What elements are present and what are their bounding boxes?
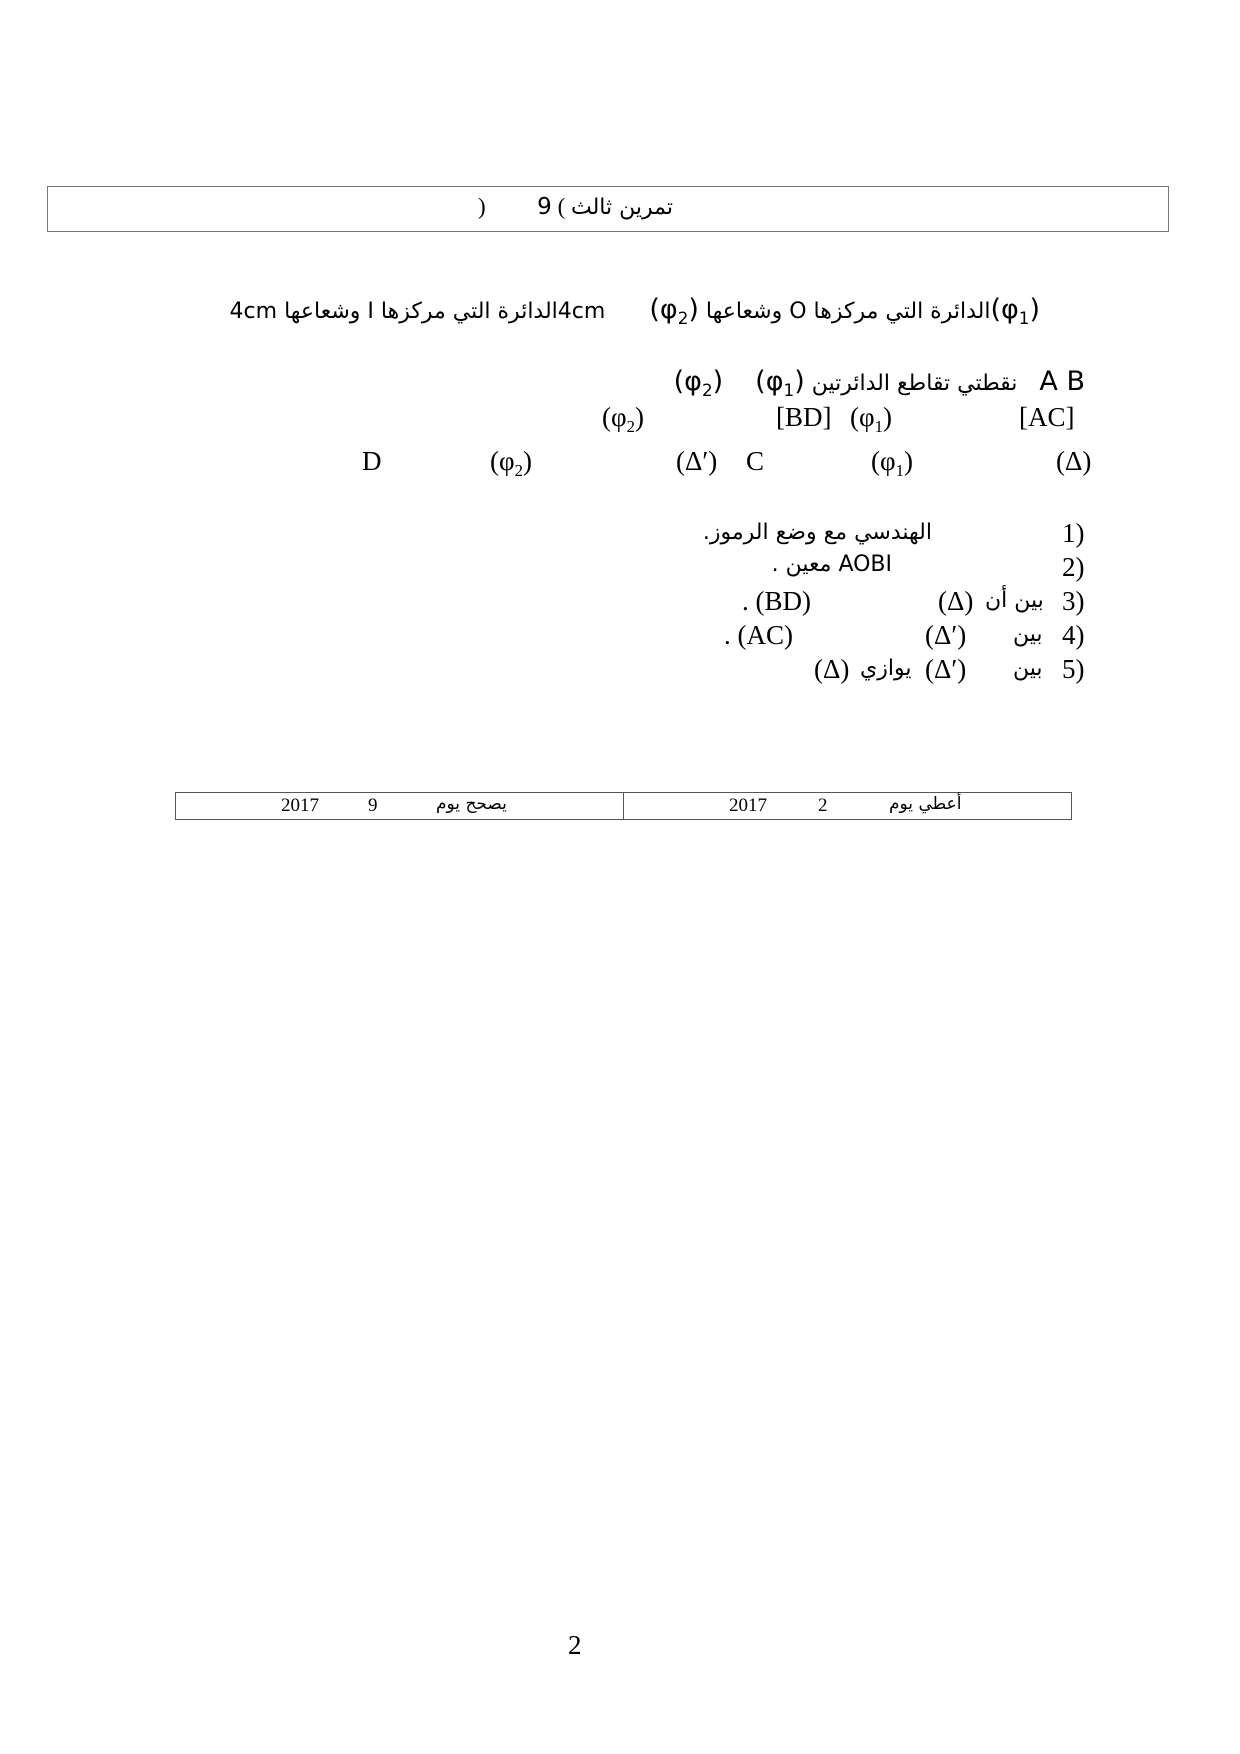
phi1-symbol: $(\varphi_1)$ [850,402,892,436]
question-number: 1) [1062,518,1085,548]
point-c: C [746,446,765,476]
page-number: 2 [568,1630,582,1660]
corrected-year: 2017 [281,795,319,816]
delta-symbol: (Δ) [814,654,850,684]
circle1-definition: الدائرة التي مركزها O وشعاعها 4cm [557,299,991,324]
corrected-date-cell [176,793,623,819]
statement-line-1 [674,366,1085,400]
circle2-definition: الدائرة التي مركزها I وشعاعها 4cm [229,299,558,324]
question-number: 2) [1062,552,1085,582]
question-text: يوازي [860,656,912,681]
title-number: 9 [537,194,552,220]
delta-prime-symbol: (Δ′) [925,654,967,684]
corrected-label: يصحح يوم [436,794,507,814]
title-label: تمرين ثالث [570,195,673,220]
points-a-b: A B [1039,366,1085,397]
title-paren-close: ) [478,194,486,219]
segment-ac: [AC] [1019,402,1075,432]
question-text: AOBI معين . [771,552,892,577]
delta-symbol: (Δ) [1056,446,1092,476]
intersection-text: نقطتي تقاطع الدائرتين [811,371,1018,396]
phi2-symbol: $(\varphi_2)$ [602,402,644,436]
question-text: الهندسي مع وضع الرموز. [702,520,932,545]
question-number: 3) [1062,586,1085,616]
given-day: 2 [818,795,828,816]
phi1-symbol: $(\varphi_1)$ [755,366,805,400]
phi1-symbol: $(\varphi_1)$ [990,294,1040,328]
given-date-cell [623,793,1071,819]
point-d: D [362,446,382,476]
delta-symbol: (Δ) [938,586,974,616]
phi2-symbol: $(\varphi_2)$ [673,366,724,400]
line-bd: . (BD) [742,586,811,616]
question-text: بين [1013,622,1043,647]
corrected-day: 9 [368,795,378,816]
line-ac: . (AC) [724,620,793,650]
given-label: أعطي يوم [889,794,962,814]
question-text: بين [1013,656,1043,681]
phi2-symbol: $(\varphi_2)$ [490,446,532,480]
question-number: 4) [1062,620,1085,650]
title-paren-open: ( [557,194,566,219]
exercise-title [478,194,673,220]
intro-line [230,294,1040,328]
segment-bd: [BD] [776,402,832,432]
question-text: بين أن [985,588,1044,613]
phi2-symbol: $(\varphi_2)$ [649,294,699,328]
delta-prime-symbol: (Δ′) [676,446,718,476]
delta-prime-symbol: (Δ′) [925,620,967,650]
phi1-symbol: $(\varphi_1)$ [871,446,913,480]
given-year: 2017 [729,795,767,816]
question-number: 5) [1062,654,1085,684]
dates-table [175,792,1072,820]
